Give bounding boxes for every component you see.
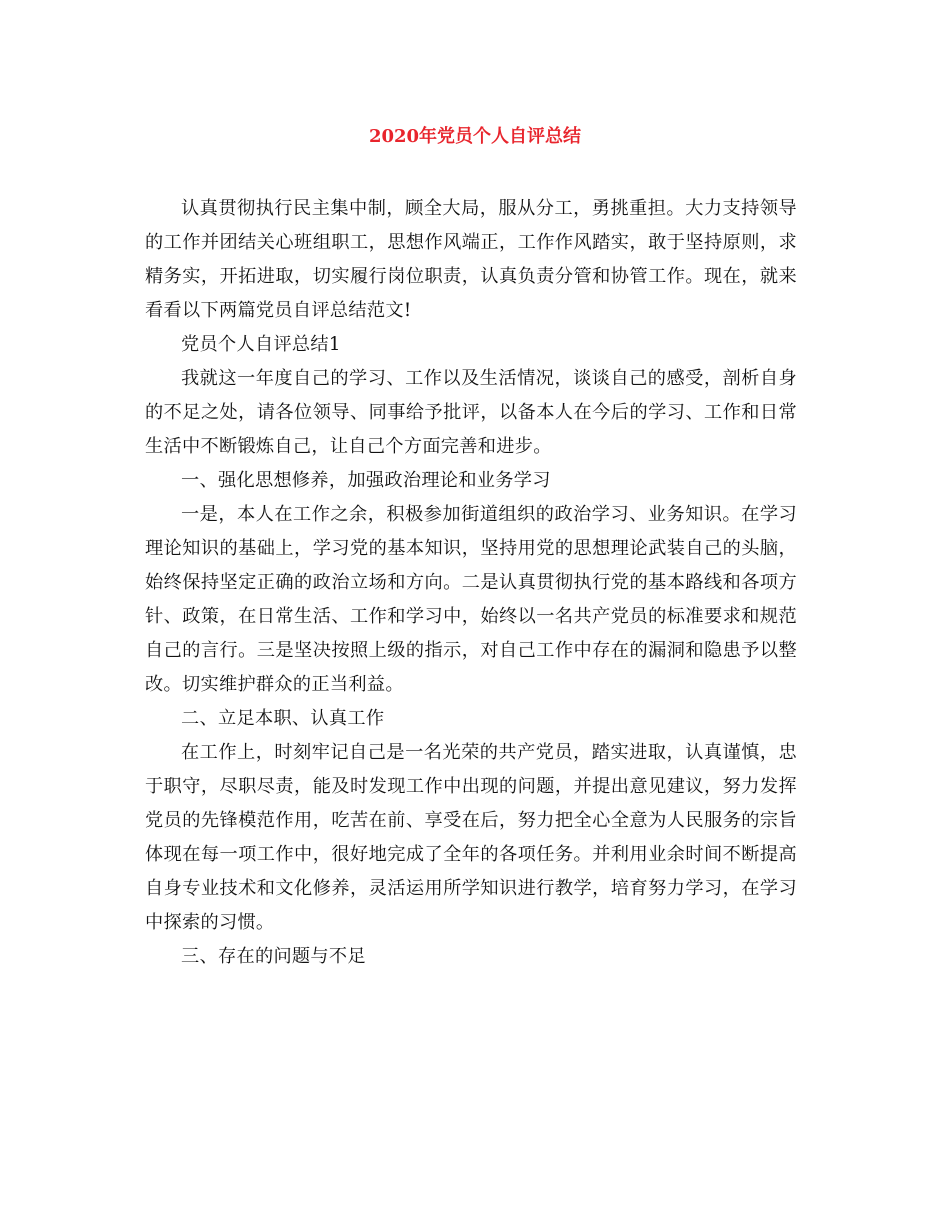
section-heading-1: 一、强化思想修养，加强政治理论和业务学习 <box>181 470 551 491</box>
intro-paragraph: 认真贯彻执行民主集中制，顾全大局，服从分工，勇挑重担。大力支持领导的工作并团结关心班组职工，思想作风端正，工作作风踏实，敢于坚持原则，求精务实，开拓进取，切实履行岗位职责，认真负责分管和协管工作。现在，就来看看以下两篇党员自评总结范文! <box>145 198 797 321</box>
paragraph-study: 一是，本人在工作之余，积极参加街道组织的政治学习、业务知识。在学习理论知识的基础上，学习党的基本知识，坚持用党的思想理论武装自己的头脑，始终保持坚定正确的政治立场和方向。二是认真贯彻执行党的基本路线和各项方针、政策，在日常生活、工作和学习中，始终以一名共产党员的标准要求和规范自己的言行。三是坚决按照上级的指示，对自己工作中存在的漏洞和隐患予以整改。切实维护群众的正当利益。 <box>145 504 797 695</box>
document-title: 2020年党员个人自评总结 <box>368 126 582 147</box>
paragraph-work: 在工作上，时刻牢记自己是一名光荣的共产党员，踏实进取，认真谨慎，忠于职守，尽职尽责，能及时发现工作中出现的问题，并提出意见建议，努力发挥党员的先锋模范作用，吃苦在前、享受在后，努力把全心全意为人民服务的宗旨体现在每一项工作中，很好地完成了全年的各项任务。并利用业余时间不断提高自身专业技术和文化修养，灵活运用所学知识进行教学，培育努力学习，在学习中探索的习惯。 <box>145 742 797 933</box>
section-heading-3: 三、存在的问题与不足 <box>181 946 366 967</box>
section-heading-2: 二、立足本职、认真工作 <box>181 708 385 729</box>
document-body <box>145 192 797 974</box>
paragraph-self-review: 我就这一年度自己的学习、工作以及生活情况，谈谈自己的感受，剖析自身的不足之处，请各位领导、同事给予批评，以备本人在今后的学习、工作和日常生活中不断锻炼自己，让自己个方面完善和进步。 <box>145 368 797 457</box>
section-heading-summary-1: 党员个人自评总结1 <box>181 334 341 355</box>
